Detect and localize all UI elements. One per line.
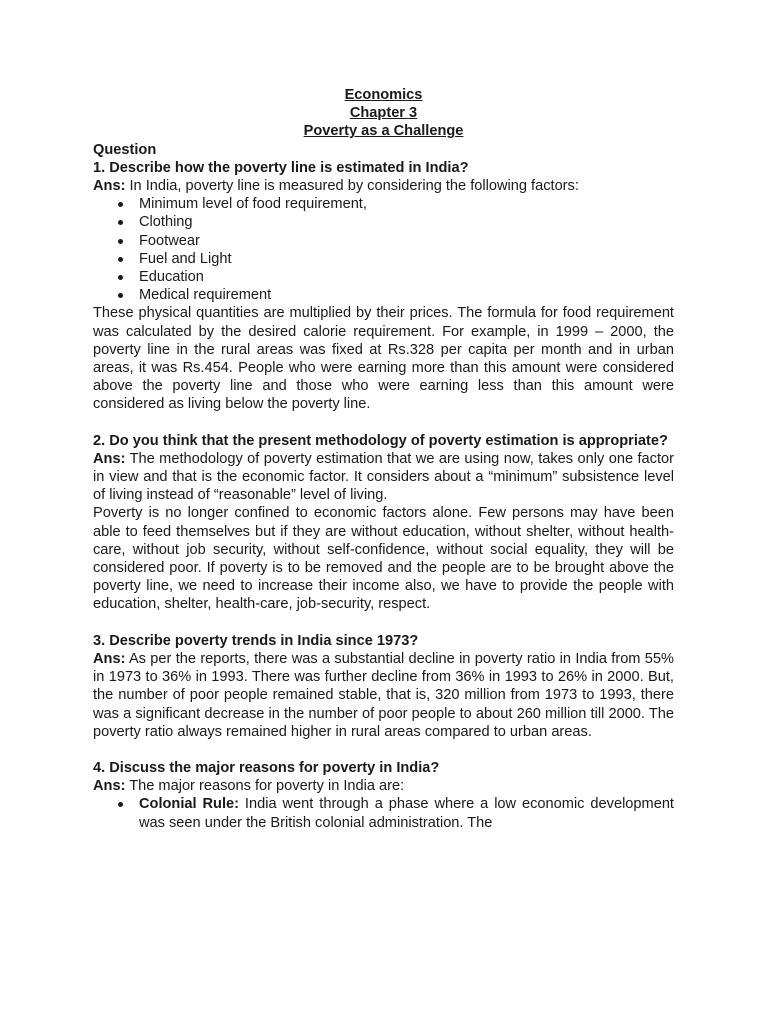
answer-1-paragraph: These physical quantities are multiplied by their prices. The formula for food requirement was calculated by the desired calorie requirement. For example, in 1999 – 2000, the poverty line in the rural areas was fixed at Rs.328 per capita per month and in urban areas, it was Rs.454. People who were earning more than this amount were considered above the poverty line and those who were earning less than this amount were considered as living below the poverty line. (93, 305, 674, 413)
question-3: 3. Describe poverty trends in India since 1973? (93, 632, 419, 649)
list-item: Medical requirement (139, 286, 674, 304)
answer-1-intro: Ans: In India, poverty line is measured by considering the following factors: (93, 178, 579, 195)
question-2: 2. Do you think that the present methodology of poverty estimation is appropriate? (93, 432, 668, 449)
answer-2: Ans: The methodology of poverty estimation that we are using now, takes only one factor in view and that is the economic factor. It considers about a “minimum” subsistence level of living instead of “reasonable” level of living. (93, 450, 674, 504)
chapter-title: Poverty as a Challenge (303, 123, 464, 140)
reason-text: India went through a phase where a low economic development was seen under the British colonial administration. The (139, 796, 674, 831)
list-item: Fuel and Light (139, 250, 674, 268)
chapter-heading: Chapter 3 (349, 105, 418, 122)
ans-label: Ans: (93, 650, 126, 667)
list-item (139, 795, 674, 831)
list-item: Clothing (139, 213, 674, 231)
list-item: Footwear (139, 232, 674, 250)
subject-heading: Economics (344, 87, 423, 103)
ans-label: Ans: (93, 450, 126, 467)
answer-2-paragraph: Poverty is no longer confined to economic factors alone. Few persons may have been able to feed themselves but if they are without education, without shelter, without health-care, without job security, without self-confidence, without social equality, they will be considered poor. If poverty is to be removed and the people are to be brought above the poverty line, we need to increase their income also, we have to provide the people with education, shelter, health-care, job-security, respect. (93, 505, 674, 613)
answer-4-intro: Ans: The major reasons for poverty in India are: (93, 778, 405, 795)
question-1: 1. Describe how the poverty line is estimated in India? (93, 159, 469, 176)
factor-list (93, 195, 674, 304)
reason-list (93, 795, 674, 831)
question-4: 4. Discuss the major reasons for poverty in India? (93, 759, 440, 776)
list-item: Minimum level of food requirement, (139, 195, 674, 213)
answer-3: Ans: As per the reports, there was a substantial decline in poverty ratio in India from 55% in 1973 to 36% in 1993. There was further decline from 36% in 1993 to 26% in 2000. But, the number of poor people remained stable, that is, 320 million from 1973 to 1993, there was a significant decrease in the number of poor people to about 260 million till 2000. The poverty ratio always remained higher in rural areas compared to urban areas. (93, 650, 674, 740)
ans-label: Ans: (93, 778, 126, 795)
reason-title: Colonial Rule: (139, 796, 239, 813)
section-label: Question (93, 141, 157, 158)
list-item: Education (139, 268, 674, 286)
ans-label: Ans: (93, 178, 126, 195)
